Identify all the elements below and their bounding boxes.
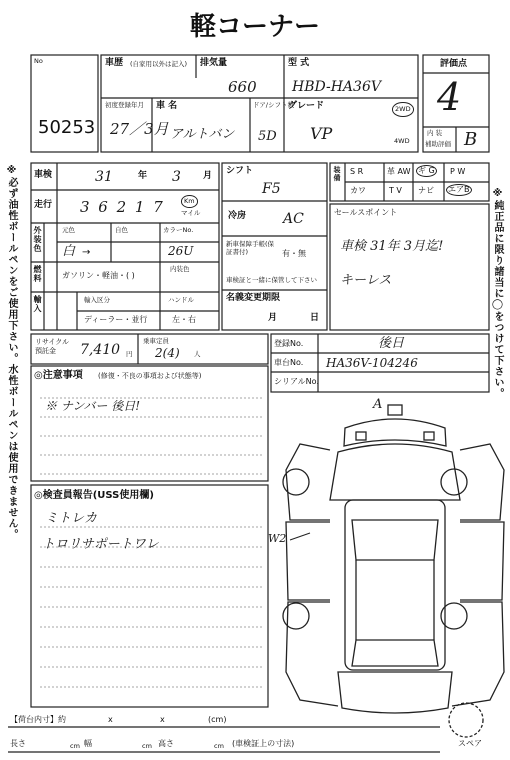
capacity-label: 乗車定員 [143,337,169,345]
grade-score: 4 [437,75,462,119]
diagram-annotation-side: W2 [268,532,287,545]
name-note: (自家用以外は記入) [130,60,188,68]
original-color-value: 白 [62,244,76,259]
mileage-value: 3 6 2 1 7 [80,198,165,216]
sales-point-line1: 車検 31年 3月迄! [340,239,444,254]
height-label: 高さ [158,739,174,748]
displacement-label: 排気量 [200,58,228,68]
capacity-unit: 人 [194,350,201,358]
equip-leather[interactable]: カワ [350,186,366,195]
warranty-note: 車検証と一緒に保管して下さい [226,276,317,284]
notes-line1: ※ ナンバー 後日! [45,399,141,413]
color-no-label: カラーNo. [163,226,194,234]
inspection-year: 31 [95,169,113,185]
ownership-label: 名義変更期限 [226,293,281,303]
handle-label: ハンドル [168,296,194,304]
notes-title: ◎注意事項 [34,370,83,381]
capacity-value: 2(4) [155,346,180,360]
equip-airbag[interactable]: エアB [448,185,470,194]
interior-color-label: 内装色 [170,265,190,273]
recycle-value: 7,410 [80,342,121,358]
sales-point-label: セールスポイント [334,208,398,217]
import-type-value[interactable]: ディーラー・並行 [84,315,148,324]
grade-value: VP [310,124,333,143]
inspector-line1: ミトレカ [45,511,98,526]
shift-value: F5 [262,181,281,197]
ownership-month-unit: 月 [268,313,278,323]
cargo-unit: (cm) [208,715,227,724]
cargo-label: 【荷台内寸】約 [10,715,66,724]
model-label: 型 式 [288,58,310,68]
length-label: 長さ [10,739,26,748]
doors-value: 5D [258,129,277,144]
shift-label: シフト [226,166,254,176]
page-title: 軽コーナー [190,12,321,42]
reg-value: 27／3月 [110,120,169,138]
right-side-note: ※純正品に限り諸当に◯をつけて下さい。 [492,188,503,399]
inspector-line2: トロリサポートワレ [42,537,159,552]
reg-no-label: 登録No. [274,339,304,348]
diagram-annotation-top: A [373,397,383,412]
inspector-title: ◎検査員報告(USS使用欄) [34,490,154,501]
chassis-value: HA36V-104246 [326,356,418,370]
length-cm: cm [70,742,80,750]
equipment-label: 装備 [333,166,341,182]
width-label: 幅 [84,739,92,748]
ownership-day-unit: 日 [310,313,320,323]
warranty-value[interactable]: 有・無 [282,249,306,258]
recycle-label: リサイクル預託金 [35,338,70,356]
equip-navi[interactable]: ナビ [418,186,434,195]
inspection-year-unit: 年 [138,171,148,181]
interior-sublabel: 補助評価 [425,140,451,148]
spare-label: スペア [458,739,482,748]
cargo-x1: x [108,715,113,724]
sales-point-line2: キーレス [340,273,392,288]
equip-kg[interactable]: ギ G [418,166,435,175]
car-name-value: アルトバン [170,127,235,142]
grade-label: グレード [288,101,325,111]
fuel-options[interactable]: ガソリン・軽油・( ) [62,271,135,280]
reg-no-value: 後日 [378,336,405,351]
cargo-x2: x [160,715,165,724]
equip-aw[interactable]: 革 AW [387,167,411,176]
displacement-value: 660 [228,78,257,96]
inspection-label: 車検 [34,170,53,180]
dims-note: (車検証上の寸法) [232,739,295,748]
equip-tv[interactable]: T V [389,186,402,195]
chassis-label: 車台No. [274,358,304,367]
left-side-note: ※必ず油性ボールペンをご使用下さい。水性ボールペンは使用できません。 [6,165,17,540]
name-label: 車歴 [105,58,124,68]
equip-sr[interactable]: S R [350,167,364,176]
ac-label: 冷房 [228,211,247,221]
own-color-label: 自色 [115,226,128,234]
ac-value: AC [283,211,304,227]
interior-score: B [464,129,478,150]
drive-4wd[interactable]: 4WD [394,137,410,145]
reg-label: 初度登録年月 [105,101,144,109]
model-value: HBD-HA36V [292,79,381,95]
grade-box-label: 評価点 [440,59,468,69]
serial-label: シリアルNo. [274,377,319,386]
height-cm: cm [214,742,224,750]
mileage-label: 走行 [34,200,53,210]
import-type-label: 輸入区分 [84,296,110,304]
import-label: 輸入 [33,295,42,313]
color-arrow: → [82,247,91,258]
inspection-month: 3 [172,169,181,185]
car-name-label: 車 名 [156,101,178,111]
mileage-mile[interactable]: マイル [181,209,201,217]
doors-label: ドア/シフト数 [253,101,294,109]
width-cm: cm [142,742,152,750]
recycle-unit: 円 [126,350,133,358]
equip-pw[interactable]: P W [450,167,466,176]
exterior-label: 外装色 [33,226,42,253]
mileage-km[interactable]: Km [181,195,198,208]
warranty-label: 新車保障手帳(保証書付) [226,240,275,257]
fuel-label: 燃料 [33,265,42,283]
inspection-month-unit: 月 [203,171,213,181]
notes-subtitle: (修復・不良の事項および状態等) [98,372,202,380]
car-diagram [283,405,504,737]
interior-label: 内 装 [427,129,443,137]
lot-label: No [34,57,43,65]
lot-number: 50253 [38,117,96,138]
color-no-value: 26U [168,244,194,258]
original-color-label: 元色 [62,226,75,234]
handle-value[interactable]: 左・右 [172,315,196,324]
drive-2wd[interactable]: 2WD [392,102,414,117]
